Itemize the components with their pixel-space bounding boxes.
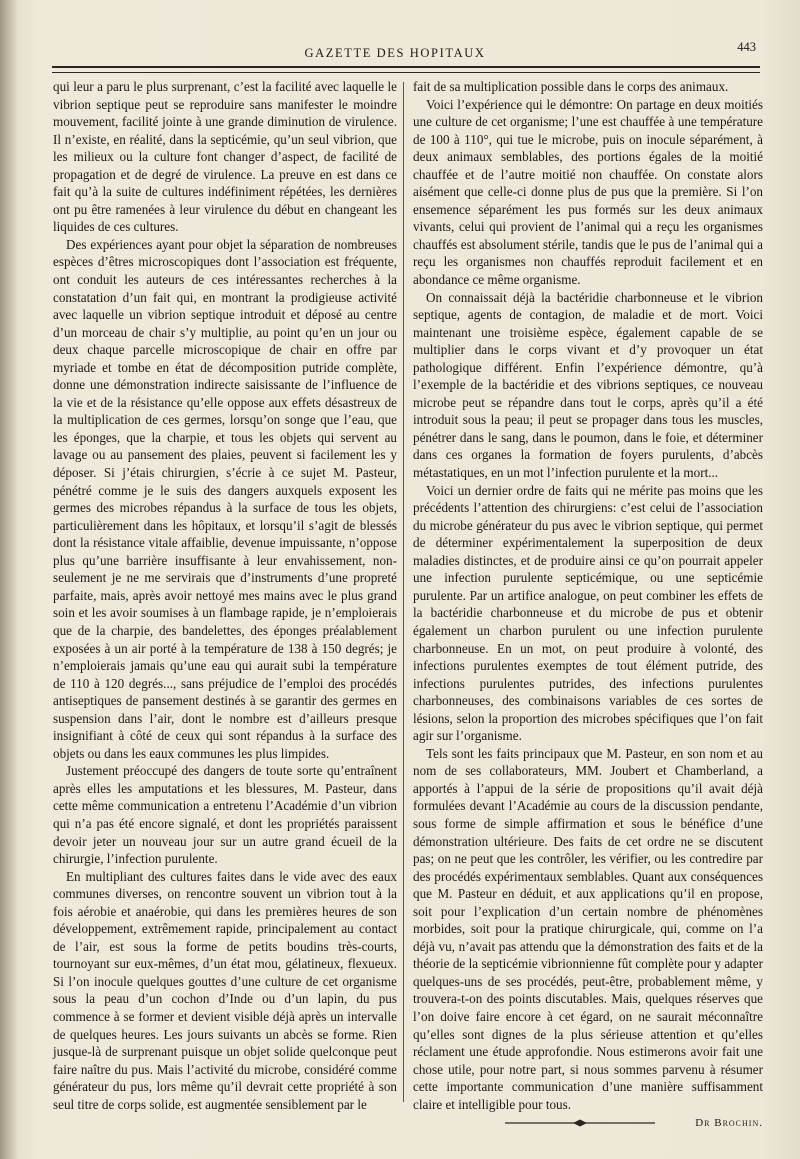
paragraph: Tels sont les faits principaux que M. Pasteur, en son nom et au nom de ses collaborateurs, MM. Joubert et Chamberland, a apportés à l’appui de la série de propositions qu’il avait déjà formulées devant l’Académie au cours de la discussion pendante, sous forme de simple affirmation et sous le bénéfice d’une démonstration ultérieure. Des faits de cet ordre ne se discutent pas; on ne peut que les contrôler, les vérifier, ou les contredire par des procédés expérimentaux semblables. Quant aux conséquences que M. Pasteur en déduit, et aux applications qu’il en propose, soit pour l’explication d’un certain nombre de phénomènes morbides, soit pour la pratique chirurgicale, qui, comme on l’a déjà vu, n’avait pas attendu que la démonstration des faits et de la théorie de la septicémie vibrionnienne fût complète pour y adapter quelques-uns de ses procédés, peut-être, probablement même, y trouvera-t-on des points discutables. Mais, quelques réserves que l’on doive faire encore à cet égard, on ne saurait méconnaître qu’elles sont dignes de la plus sérieuse attention et qu’elles réclament une étude approfondie. Nous estimerons avoir fait une chose utile, pour notre part, si nous sommes parvenu à résumer cette importante communication d’une manière suffisamment claire et intelligible pour tous. <box>413 745 763 1112</box>
page-header <box>30 36 760 64</box>
paragraph: fait de sa multiplication possible dans le corps des animaux. <box>413 79 729 94</box>
paragraph: Voici l’expérience qui le démontre: On partage en deux moitiés une culture de cet organisme; l’une est chauffée à une température de 100 à 110°, qui tue le microbe, puis on inocule séparément, à deux animaux semblables, des portions égales de la moitié chauffée et de l’autre moitié non chauffée. On constate alors aisément que celle-ci donne plus de pus que la première. Si l’on ensemence séparément les pus formés sur les deux animaux vivants, celui qui provient de l’animal qui a reçu les organismes chauffés est absolument stérile, tandis que le pus de l’animal qui a reçu les organismes non chauffés reproduit facilement et en abondance ce même organisme. <box>413 96 763 288</box>
column-divider <box>403 82 404 1102</box>
right-column <box>413 78 763 1133</box>
author-signature: Dr Brochin. <box>695 1117 763 1130</box>
header-rule-thin <box>52 72 760 73</box>
running-title: GAZETTE DES HOPITAUX <box>304 46 486 60</box>
paragraph: qui leur a paru le plus surprenant, c’est la facilité avec laquelle le vibrion septique peut se reproduire sans manifester le moindre mouvement, facilité jointe à une grande diminution de virulence. Il n’existe, en réalité, dans la septicémie, qu’un seul vibrion, que les milieux ou la culture font changer d’aspect, de facilité de propagation et de degré de virulence. La preuve en est dans ce fait qu’à la suite de cultures indéfiniment répétées, les dernières ont pu être ramenées à leur virulence du début en changeant les liquides de ces cultures. <box>53 79 397 235</box>
paragraph: Voici un dernier ordre de faits qui ne mérite pas moins que les précédents l’attention des chirurgiens: c’est celui de l’association du microbe générateur du pus avec le vibrion septique, qui permet de déterminer expérimentalement la superposition de deux maladies distinctes, et de produire ainsi ce qu’on pourrait appeler une infection purulente septicémique, ou une septicémie purulente. Par un artifice analogue, on peut combiner les effets de la bactéridie charbonneuse et du microbe de pus et obtenir également un charbon purulent ou une infection purulente charbonneuse. En un mot, on peut produire à volonté, des infections purulentes exemptes de tout élément putride, des infections purulentes putrides, des infections purulentes charbonneuses, des combinaisons variables de ces sortes de lésions, selon la proportion des microbes spécifiques que l’on fait agir sur l’organisme. <box>413 482 763 744</box>
left-column <box>53 78 397 1113</box>
paragraph: En multipliant des cultures faites dans le vide avec des eaux communes diverses, on rencontre souvent un vibrion tout à la fois aérobie et anaérobie, qui dans les premières heures de son développement, extrêmement rapide, principalement au contact de l’air, est sous la forme de petits boudins très-courts, tournoyant sur eux-mêmes, d’un état mou, gélatineux, flexueux. Si l’on inocule quelques gouttes d’une culture de cet organisme sous la peau d’un cochon d’Inde ou d’un lapin, du pus commence à se former et devient visible déjà après un intervalle de quelques heures. Les jours suivants un abcès se forme. Rien jusque-là de surprenant puisque un objet solide quelconque peut faire naître du pus. Mais l’activité du microbe, considéré comme générateur du pus, lors même qu’il devrait cette propriété à son seul titre de corps solide, est augmentée sensiblement par le <box>53 868 397 1112</box>
paragraph: Des expériences ayant pour objet la séparation de nombreuses espèces d’êtres microscopiques dont l’association est fréquente, ont conduit les auteurs de ces intéressantes recherches à la constatation d’un fait qui, en montrant la prodigieuse activité avec laquelle un vibrion septique introduit et déposé au centre d’un morceau de chair s’y multiplie, au point qu’en un jour ou deux chaque parcelle microscopique de chair en offre par myriade et tombe en état de décomposition putride complète, donne une démonstration indirecte saisissante de l’influence de la vie et de la résistance qu’elle oppose aux effets désastreux de la multiplication de ces germes, lorsqu’on songe que l’eau, que les éponges, que la charpie, et tous les objets qui servent au lavage ou au pansement des plaies, peuvent si facilement les y déposer. Si j’étais chirurgien, s’écrie à ce sujet M. Pasteur, pénétré comme je le suis des dangers auxquels exposent les germes des microbes répandus à la surface de tous les objets, particulièrement dans les hôpitaux, et lorsqu’il s’agit de blessés dont la résistance vitale affaiblie, devenue impuissante, n’oppose plus qu’une barrière insuffisante à leur envahissement, non-seulement je ne me servirais que d’instruments d’une propreté parfaite, mais, après avoir nettoyé mes mains avec le plus grand soin et les avoir soumises à un flambage rapide, je n’emploierais que de la charpie, des bandelettes, des éponges préalablement exposées à un air porté à la température de 138 à 150 degrés; je n’emploierais jamais qu’une eau qui aurait subi la température de 110 à 120 degrés..., sans préjudice de l’emploi des procédés antiseptiques de pansement destinés à se garantir des germes en suspension dans l’air, dont le nombre est d’ailleurs presque insignifiant à côté de ceux qui sont répandus à la surface des objets ou dans les eaux communes les plus limpides. <box>53 236 397 761</box>
page-number: 443 <box>737 40 756 54</box>
header-rule <box>52 66 760 68</box>
section-end-ornament <box>505 1118 655 1128</box>
paragraph: Justement préoccupé des dangers de toute sorte qu’entraînent après elles les amputations et les blessures, M. Pasteur, dans cette même communication a entretenu l’Académie d’un vibrion qui n’a pas été encore signalé, et dont les propriétés paraissent devoir jeter un nouveau jour sur un autre grand écueil de la chirurgie, l’infection purulente. <box>53 763 397 867</box>
binding-gutter <box>0 0 18 1159</box>
paragraph: On connaissait déjà la bactéridie charbonneuse et le vibrion septique, agents de contagion, de maladie et de mort. Voici maintenant une troisième espèce, également capable de se multiplier dans le corps vivant et d’y provoquer un état pathologique différent. Enfin l’expérience démontre, qu’à l’exemple de la bactéridie et des vibrions septiques, ce nouveau microbe peut se répandre dans tout le corps, après qu’il a été introduit sous la peau; il peut se propager dans tous les muscles, pénétrer dans le sang, dans le poumon, dans le foie, et déterminer dans ces organes la formation de foyers purulents, d’abcès métastatiques, en un mot l’infection purulente et la mort... <box>413 289 763 481</box>
